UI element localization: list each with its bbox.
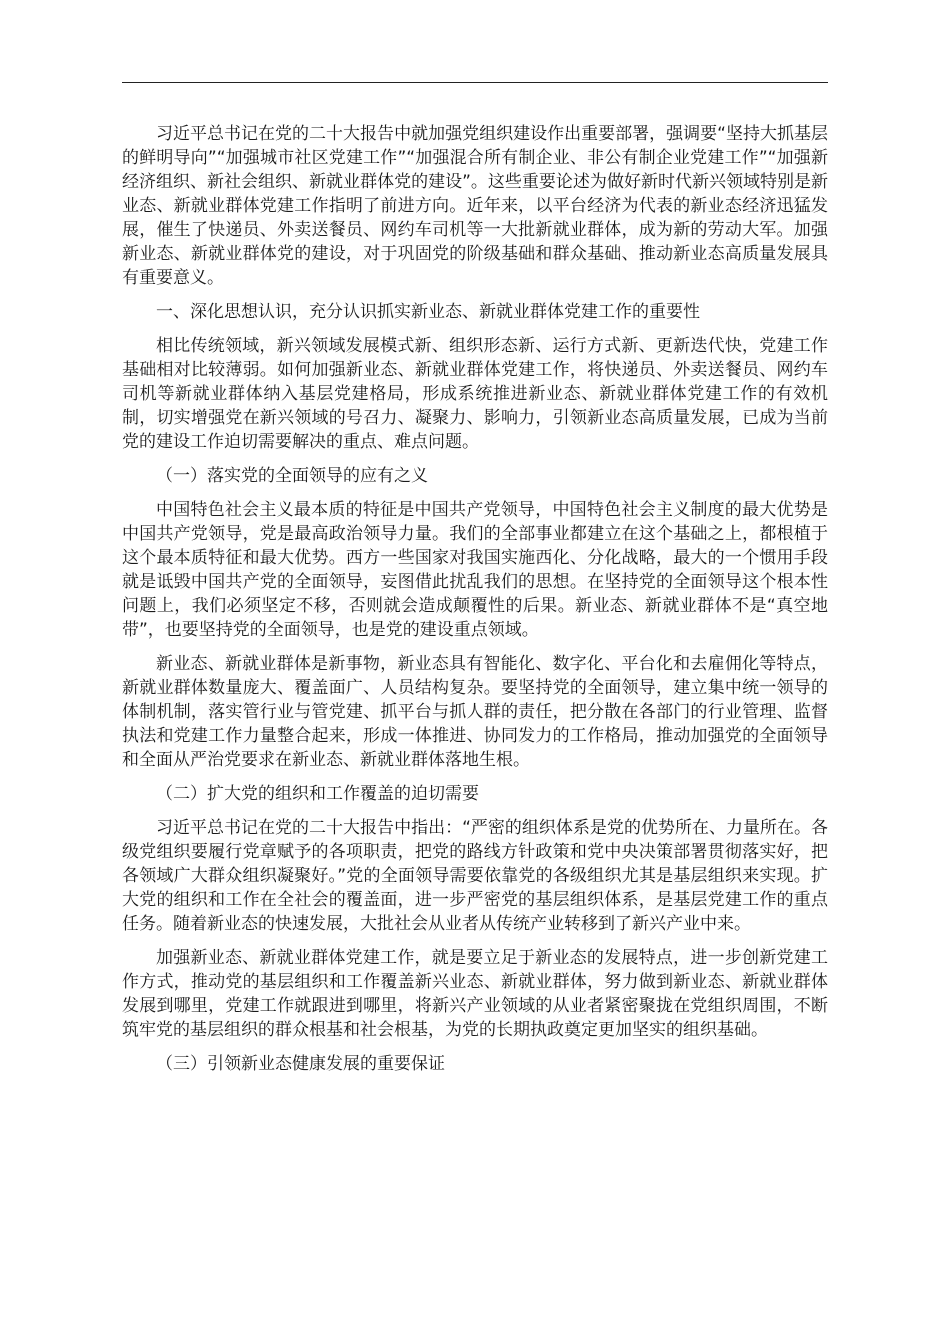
section-heading-1: 一、深化思想认识，充分认识抓实新业态、新就业群体党建工作的重要性 xyxy=(156,302,700,322)
subsection-2-paragraph-1: 习近平总书记在党的二十大报告中指出：“严密的组织体系是党的优势所在、力量所在。各级党组织要履行党章赋予的各项职责，把党的路线方针政策和党中央决策部署贯彻落实好，把各领域广大群众组织凝聚好。”党的全面领导需要依靠党的各级组织尤其是基层组织来实现。扩大党的组织和工作在全社会的覆盖面，进一步严密党的基层组织体系，是基层党建工作的重点任务。随着新业态的快速发展，大批社会从业者从传统产业转移到了新兴产业中来。 xyxy=(122,818,828,934)
intro-paragraph: 习近平总书记在党的二十大报告中就加强党组织建设作出重要部署，强调要“坚持大抓基层的鲜明导向”“加强城市社区党建工作”“加强混合所有制企业、非公有制企业党建工作”“加强新经济组织、新社会组织、新就业群体党的建设”。这些重要论述为做好新时代新兴领域特别是新业态、新就业群体党建工作指明了前进方向。近年来，以平台经济为代表的新业态经济迅猛发展，催生了快递员、外卖送餐员、网约车司机等一大批新就业群体，成为新的劳动大军。加强新业态、新就业群体党的建设，对于巩固党的阶级基础和群众基础、推动新业态高质量发展具有重要意义。 xyxy=(122,124,828,288)
header-rule xyxy=(122,82,828,83)
subheading-3: （三）引领新业态健康发展的重要保证 xyxy=(156,1054,445,1074)
subsection-1-paragraph-2: 新业态、新就业群体是新事物，新业态具有智能化、数字化、平台化和去雇佣化等特点，新就业群体数量庞大、覆盖面广、人员结构复杂。要坚持党的全面领导，建立集中统一领导的体制机制，落实管行业与管党建、抓平台与抓人群的责任，把分散在各部门的行业管理、监督执法和党建工作力量整合起来，形成一体推进、协同发力的工作格局，推动加强党的全面领导和全面从严治党要求在新业态、新就业群体落地生根。 xyxy=(122,654,828,770)
section-1-paragraph: 相比传统领域，新兴领域发展模式新、组织形态新、运行方式新、更新迭代快，党建工作基础相对比较薄弱。如何加强新业态、新就业群体党建工作，将快递员、外卖送餐员、网约车司机等新就业群体纳入基层党建格局，形成系统推进新业态、新就业群体党建工作的有效机制，切实增强党在新兴领域的号召力、凝聚力、影响力，引领新业态高质量发展，已成为当前党的建设工作迫切需要解决的重点、难点问题。 xyxy=(122,336,828,452)
subheading-1: （一）落实党的全面领导的应有之义 xyxy=(156,466,428,486)
document-body xyxy=(122,122,828,1086)
subsection-2-paragraph-2: 加强新业态、新就业群体党建工作，就是要立足于新业态的发展特点，进一步创新党建工作方式，推动党的基层组织和工作覆盖新兴业态、新就业群体，努力做到新业态、新就业群体发展到哪里，党建工作就跟进到哪里，将新兴产业领域的从业者紧密聚拢在党组织周围，不断筑牢党的基层组织的群众根基和社会根基，为党的长期执政奠定更加坚实的组织基础。 xyxy=(122,948,828,1040)
subheading-2: （二）扩大党的组织和工作覆盖的迫切需要 xyxy=(156,784,479,804)
subsection-1-paragraph-1: 中国特色社会主义最本质的特征是中国共产党领导，中国特色社会主义制度的最大优势是中国共产党领导，党是最高政治领导力量。我们的全部事业都建立在这个基础之上，都根植于这个最本质特征和最大优势。西方一些国家对我国实施西化、分化战略，最大的一个惯用手段就是诋毁中国共产党的全面领导，妄图借此扰乱我们的思想。在坚持党的全面领导这个根本性问题上，我们必须坚定不移，否则就会造成颠覆性的后果。新业态、新就业群体不是“真空地带”，也要坚持党的全面领导，也是党的建设重点领域。 xyxy=(122,500,828,640)
